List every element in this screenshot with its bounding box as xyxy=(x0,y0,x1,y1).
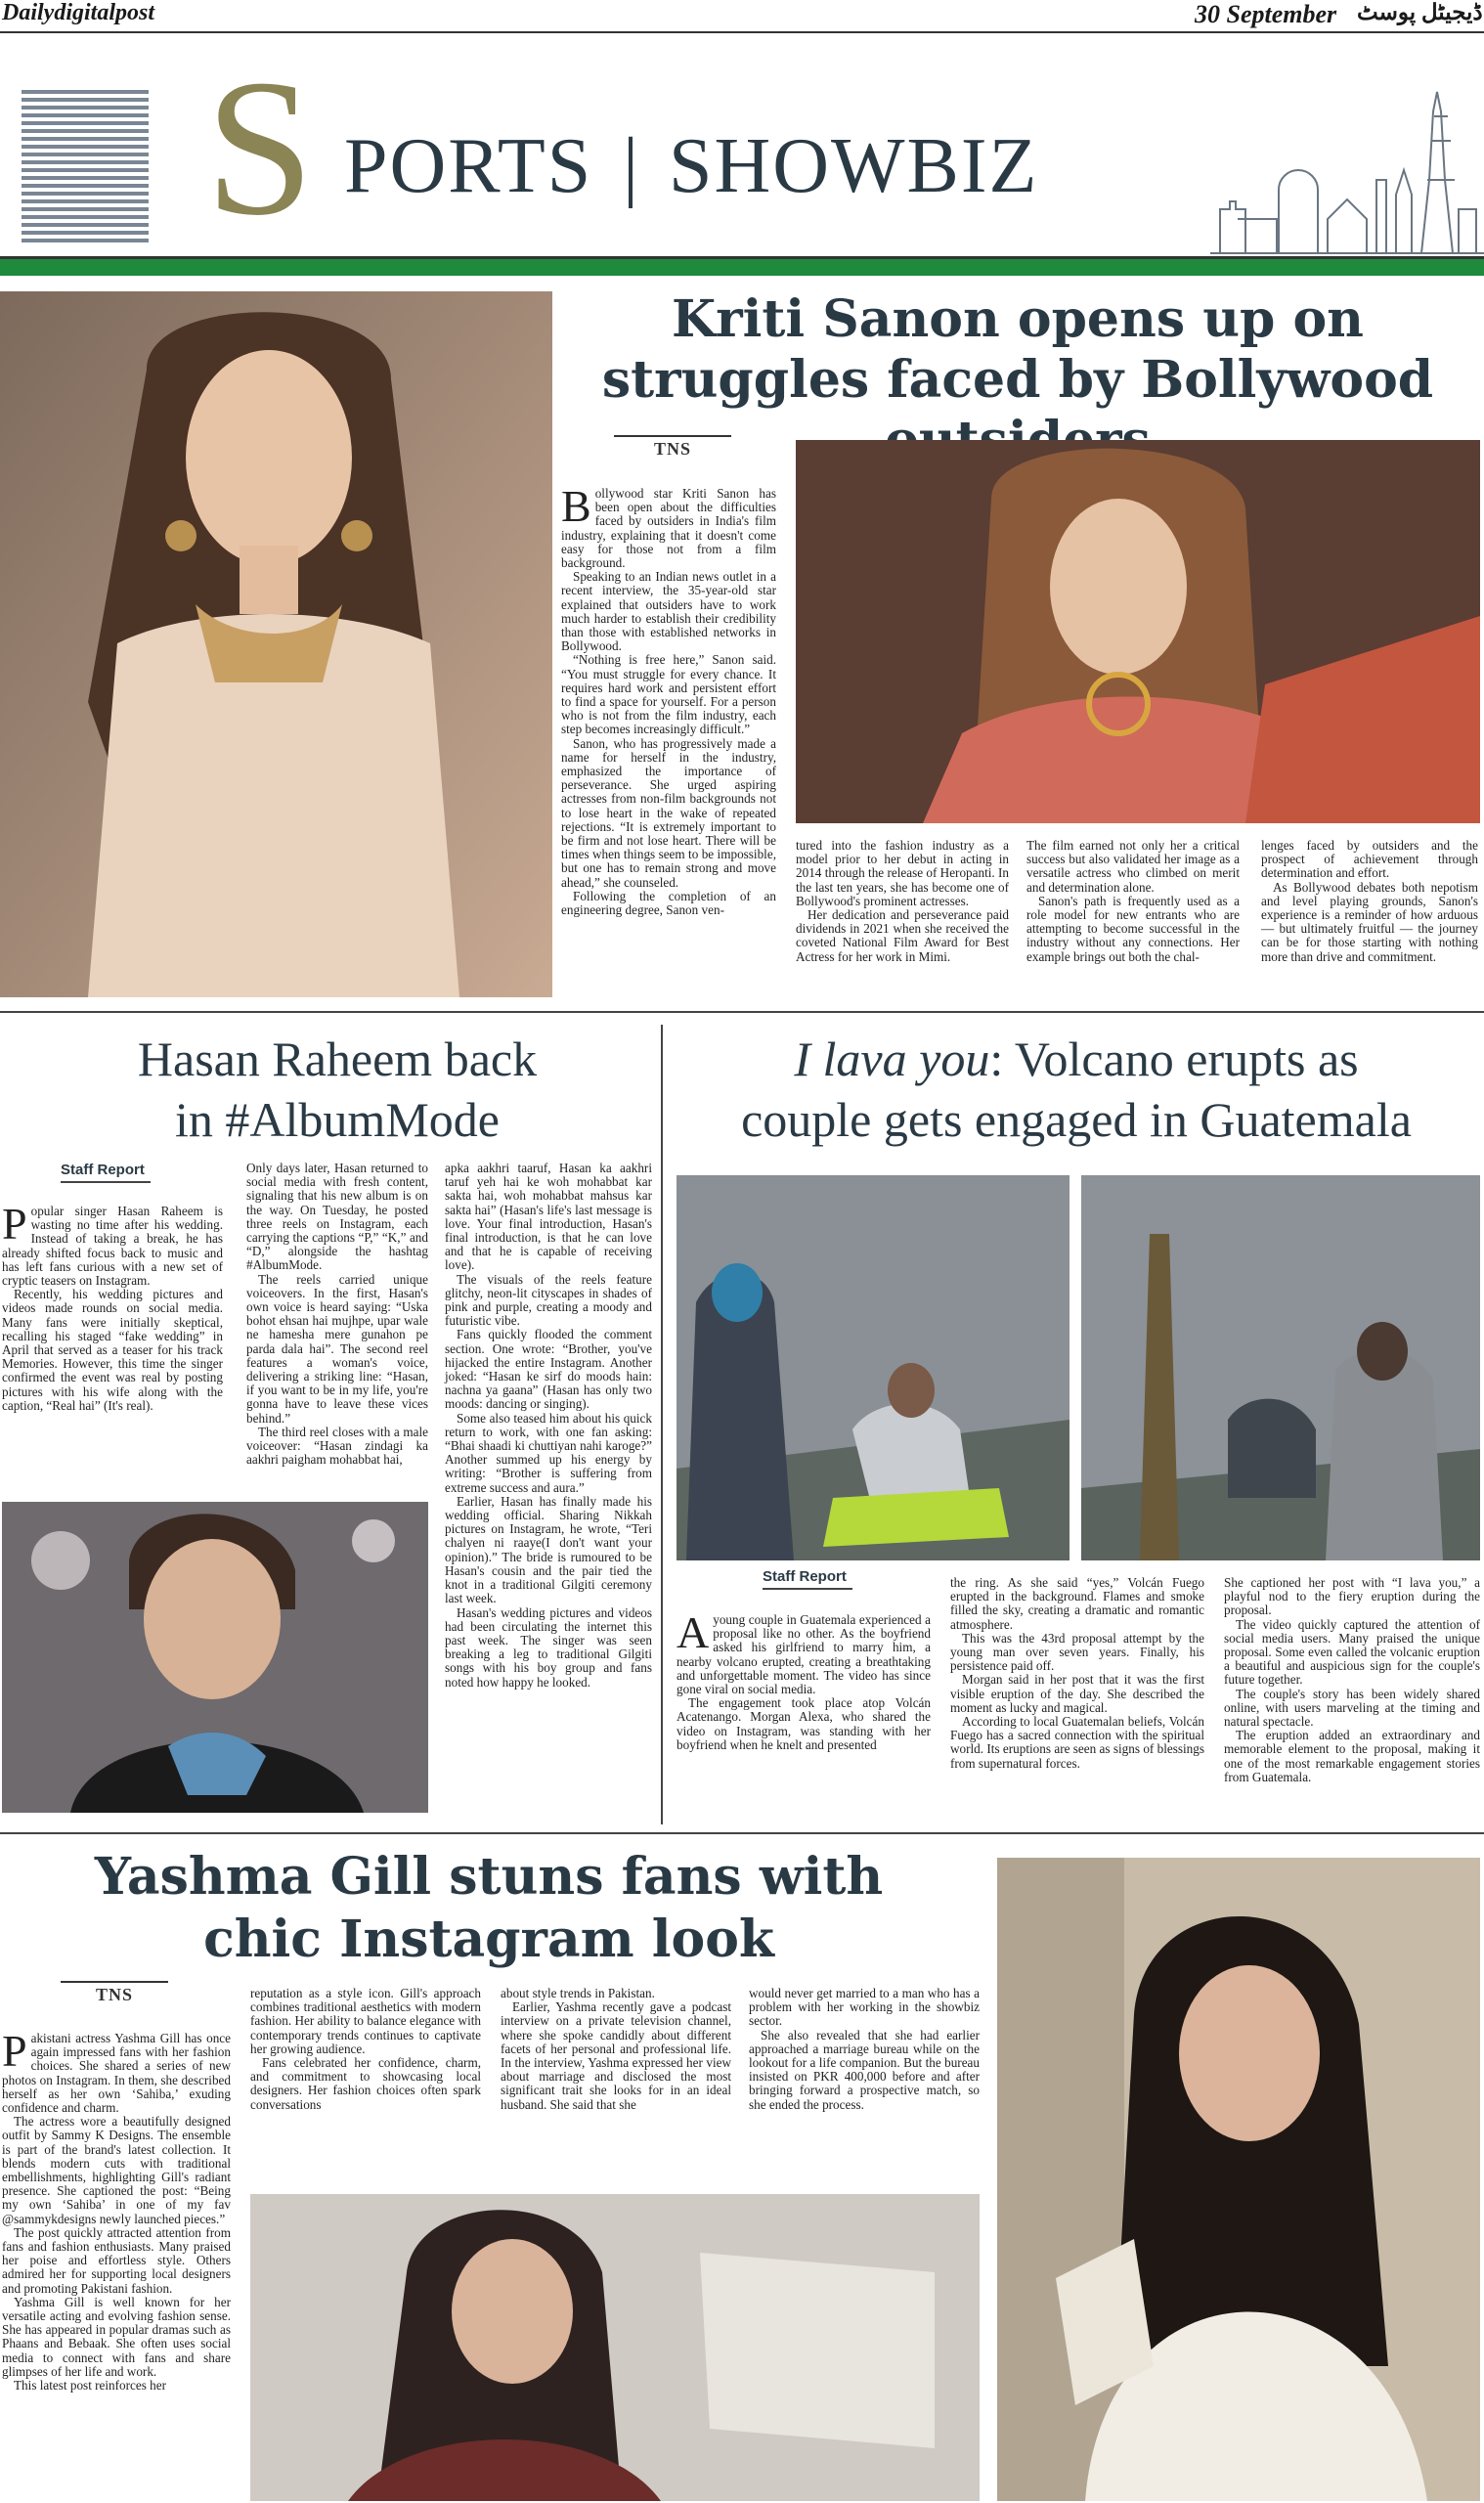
section-divider-2 xyxy=(0,1832,1484,1834)
section-banner xyxy=(0,33,1484,278)
paragraph: would never get married to a man who has a problem with her working in the showbiz sector. xyxy=(749,1986,980,2029)
hasan-photo xyxy=(2,1502,428,1813)
paragraph: The actress wore a beautifully designed outfit by Sammy K Designs. The ensemble is part of the brand's latest collection. It blends modern cuts with traditional embellishments, highlighting Gill's radiant presence. She captioned the post: “Being my own ‘Sahiba’ in one of my fav @sammykdesigns newly launched pieces.” xyxy=(2,2114,231,2226)
kriti-source: TNS xyxy=(614,435,731,460)
paragraph: Fans celebrated her confidence, charm, and commitment to showcasing local designers. Her fashion choices often spark conversations xyxy=(250,2055,481,2112)
urdu-paper-name: ڈیجیٹل پوسٹ xyxy=(1357,0,1483,24)
paragraph: Some also teased him about his quick return to work, with one fan asking: “Bhai shaadi ki chuttiyan nahi karoge?” Another summed up his energy by writing: “Brother is suffering from extreme success and aura.” xyxy=(445,1410,652,1495)
kriti-col4 xyxy=(1261,839,1478,1000)
paragraph: Sanon's path is frequently used as a role model for new entrants who are attempting to become successful in the industry without any connections. Her example brings out both the chal- xyxy=(1026,893,1240,964)
hasan-byline: Staff Report xyxy=(61,1162,145,1178)
paragraph: Fans quickly flooded the comment section. One wrote: “Brother, you've hijacked the entire Instagram. Another joked: “Hasan ke sirf do moods hain: nachna ya gaana” (Hasan has only two moods: dancing or singing). xyxy=(445,1327,652,1412)
yashma-photo-right xyxy=(997,1858,1480,2501)
paragraph: Ayoung couple in Guatemala experienced a proposal like no other. As the boyfriend asked his girlfriend to marry him, a nearby volcano erupted, creating a breathtaking and unforgettable moment. The video has since gone viral on social media. xyxy=(677,1607,931,1697)
issue-date: 30 September xyxy=(1195,0,1337,28)
paragraph: Pakistani actress Yashma Gill has once again impressed fans with her fashion choices. She shared a series of new photos on Instagram. In them, she described herself as her own ‘Sahiba,’ exuding confidence and charm. xyxy=(2,2026,231,2116)
yashma-col4 xyxy=(749,1987,980,2145)
hasan-headline-line1: Hasan Raheem back xyxy=(137,1032,538,1086)
paragraph: Speaking to an Indian news outlet in a recent interview, the 35-year-old star explained that outsiders have to work much harder to establish their credibility than those with established networks in Bollywood. xyxy=(561,569,776,654)
paragraph: The reels carried unique voiceovers. In the first, Hasan's own voice is heard saying: “Uska bohot ehsan hai mujhpe, upar wale ne hamesha mere gunahon pe parda dala hai”. The second reel features a woman's voice, delivering a striking line: “Hasan, if you want to be in my life, you're gonna have to leave these vices behind.” xyxy=(246,1271,428,1426)
volcano-photo-right xyxy=(1081,1175,1480,1560)
hasan-col2 xyxy=(246,1162,428,1494)
paragraph: Sanon, who has progressively made a name for herself in the industry, emphasized the importance of perseverance. She urged aspiring actresses from non-film backgrounds not to lose heart in the wake of repeated rejections. “It is extremely important to be firm and not lose heart. There will be times when things seem to be impossible, but one has to remain strong and move ahead,” she counseled. xyxy=(561,735,776,890)
paragraph: She captioned her post with “I lava you,” a playful nod to the fiery eruption during the proposal. xyxy=(1224,1575,1480,1618)
kriti-col1 xyxy=(561,481,776,1000)
paragraph: The film earned not only her a critical success but also validated her image as a versatile actress who climbed on merit and determination alone. xyxy=(1026,838,1240,895)
hasan-byline-rule xyxy=(61,1181,151,1183)
paragraph: lenges faced by outsiders and the prospect of achievement through determination and effort. xyxy=(1261,838,1478,881)
kriti-main-photo xyxy=(0,291,552,997)
paragraph: Following the completion of an engineering degree, Sanon ven- xyxy=(561,888,776,918)
volcano-headline-rest: : Volcano erupts as xyxy=(989,1032,1359,1086)
hasan-col1 xyxy=(2,1199,223,1498)
volcano-headline-italic: I lava you xyxy=(794,1032,990,1086)
paragraph: The third reel closes with a male voiceover: “Hasan zindagi ka aakhri paigham mohabbat hai, xyxy=(246,1424,428,1468)
volcano-byline: Staff Report xyxy=(763,1568,847,1585)
paragraph: Recently, his wedding pictures and videos made rounds on social media. Many fans were initially skeptical, recalling his staged “fake wedding” in April that served as a teaser for his track Memories. However, this time the singer confirmed the event was real by posting pictures with his wife along with the caption, “Real hai” (It's real). xyxy=(2,1287,223,1413)
paragraph: The engagement took place atop Volcán Acatenango. Morgan Alexa, who shared the video on Instagram, was standing with her boyfriend when he knelt and presented xyxy=(677,1695,931,1752)
paragraph: This latest post reinforces her xyxy=(14,2378,167,2393)
kriti-secondary-photo xyxy=(796,440,1480,823)
paragraph: Bollywood star Kriti Sanon has been open about the difficulties faced by outsiders in India's film industry, explaining that it doesn't come easy for those not from a film background. xyxy=(561,481,776,571)
paragraph: Hasan's wedding pictures and videos had been circulating the internet this past week. The singer was seen breaking a leg to traditional Gilgiti songs with his boy group and fans noted how happy he looked. xyxy=(445,1604,652,1690)
volcano-headline xyxy=(673,1029,1480,1150)
paragraph: The post quickly attracted attention from fans and fashion enthusiasts. Many praised her poise and effortless style. Others admired her for supporting local designers and promoting Pakistani fashion. xyxy=(2,2224,231,2296)
volcano-photo-left xyxy=(677,1175,1069,1560)
paragraph: Earlier, Hasan has finally made his wedding official. Sharing Nikkah pictures on Instagram, he wrote, “Teri chalyen ni raaye(I don't want your opinion).” The bride is rumoured to be Hasan's cousin and the pair tied the knot in a traditional Gilgiti ceremony last week. xyxy=(445,1493,652,1606)
volcano-headline-line2: couple gets engaged in Guatemala xyxy=(741,1092,1412,1147)
paragraph: Yashma Gill is well known for her versatile acting and evolving fashion sense. She has appeared in popular dramas such as Phaans and Bebaak. She often uses social media to connect with fans and share glimpses of her life and work. xyxy=(2,2294,231,2379)
yashma-headline xyxy=(0,1846,978,1971)
yashma-headline-line2: chic Instagram look xyxy=(203,1910,774,1969)
paragraph: reputation as a style icon. Gill's approach combines traditional aesthetics with modern fashion. Her ability to balance elegance with contemporary trends continues to captivate her growing audience. xyxy=(250,1986,481,2056)
paragraph: The visuals of the reels feature glitchy, neon-lit cityscapes in shades of pink and purple, creating a moody and futuristic vibe. xyxy=(445,1271,652,1329)
kriti-col2 xyxy=(796,839,1009,1000)
paragraph: As Bollywood debates both nepotism and level playing grounds, Sanon's experience is a reminder of how arduous — but ultimately fruitful — the journey can be for those starting with nothing more than drive and commitment. xyxy=(1261,879,1478,964)
paragraph: This was the 43rd proposal attempt by the young man over seven years. Finally, his persistence paid off. xyxy=(950,1630,1204,1674)
volcano-col1 xyxy=(677,1607,931,1821)
masthead xyxy=(0,0,1484,33)
paragraph: Earlier, Yashma recently gave a podcast interview on a private television channel, where she spoke candidly about different facets of her personal and professional life. In the interview, Yashma expressed her view about marriage and disclosed the most significant trait she looks for in an ideal husband. She said that she xyxy=(501,1999,731,2112)
paragraph: She also revealed that she had earlier approached a marriage bureau while on the lookout for a life companion. But the bureau insisted on PKR 400,000 before and after bringing forward a prospective match, so she ended the process. xyxy=(749,2027,980,2112)
paragraph: the ring. As she said “yes,” Volcán Fuego erupted in the background. Flames and smoke filled the sky, creating a dramatic and romantic atmosphere. xyxy=(950,1575,1204,1632)
yashma-col2 xyxy=(250,1987,481,2145)
paragraph: Morgan said in her post that it was the first visible eruption of the day. She described the moment as lucky and magical. xyxy=(950,1672,1204,1715)
paragraph: Popular singer Hasan Raheem is wasting no time after his wedding. Instead of taking a break, he has already shifted focus back to music and has left fans curious with a new set of cryptic teasers on Instagram. xyxy=(2,1199,223,1289)
kriti-headline: Kriti Sanon opens up on struggles faced by Bollywood xyxy=(601,289,1434,410)
banner-showbiz: SHOWBIZ xyxy=(669,123,1039,209)
paragraph: tured into the fashion industry as a model prior to her debut in acting in 2014 through the release of Heropanti. In the last ten years, she has become one of Bollywood's prominent actresses. xyxy=(796,838,1009,908)
yashma-col1 xyxy=(2,2026,231,2499)
yashma-headline-line1: Yashma Gill stuns fans with xyxy=(94,1847,884,1907)
hasan-headline xyxy=(0,1029,675,1150)
green-rule xyxy=(0,256,1484,276)
skyline-illustration xyxy=(1210,72,1484,258)
yashma-photo-bottom xyxy=(250,2194,980,2501)
paragraph: The video quickly captured the attention of social media users. Many praised the unique proposal. Some even called the volcanic eruption a beautiful and auspicious sign for the couple's future together. xyxy=(1224,1616,1480,1688)
hasan-col3 xyxy=(445,1162,652,1817)
kriti-col3 xyxy=(1026,839,1240,1000)
volcano-col3 xyxy=(1224,1576,1480,1821)
banner-big-s: S xyxy=(205,40,315,256)
paragraph: According to local Guatemalan beliefs, Volcán Fuego has a sacred connection with the spiritual world. Its eruptions are seen as signs of blessings from supernatural forces. xyxy=(950,1714,1204,1771)
volcano-byline-rule xyxy=(763,1588,852,1590)
paper-name: Dailydigitalpost xyxy=(2,0,154,25)
paragraph: apka aakhri taaruf, Hasan ka aakhri taruf yeh hai ke woh mohabbat kar sakta hai, woh mohabbat mahsus kar sakta hai” (Hasan's life's last message is love. Your final introduction, Hasan's final introduction, is that he can love and that he is capable of receiving love). xyxy=(445,1161,652,1273)
banner-sports: PORTS xyxy=(344,123,593,209)
hasan-headline-line2: in #AlbumMode xyxy=(175,1092,500,1147)
vertical-divider xyxy=(661,1025,663,1824)
paragraph: The eruption added an extraordinary and memorable element to the proposal, making it one of the most remarkable engagement stories from Guatemala. xyxy=(1224,1728,1480,1784)
paragraph: about style trends in Pakistan. xyxy=(501,1986,655,2000)
paragraph: The couple's story has been widely shared online, with users marveling at the timing and natural spectacle. xyxy=(1224,1686,1480,1730)
paragraph: Only days later, Hasan returned to social media with fresh content, signaling that his new album is on the way. On Tuesday, he posted three reels on Instagram, each carrying the captions “P,” “K,” and “D,” alongside the hashtag #AlbumMode. xyxy=(246,1161,428,1273)
section-divider xyxy=(0,1011,1484,1013)
stripes-ornament xyxy=(22,90,149,246)
volcano-col2 xyxy=(950,1576,1204,1821)
paragraph: Her dedication and perseverance paid dividends in 2021 when she received the coveted National Film Award for Best Actress for her work in Mimi. xyxy=(796,907,1009,964)
yashma-col3 xyxy=(501,1987,731,2145)
banner-divider: | xyxy=(623,123,639,209)
yashma-source: TNS xyxy=(61,1981,168,2005)
paragraph: “Nothing is free here,” Sanon said. “You must struggle for every chance. It requires hard work and persistent effort to find a space for yourself. For a person who is not from the film industry, each step becomes increasingly difficult.” xyxy=(561,652,776,737)
